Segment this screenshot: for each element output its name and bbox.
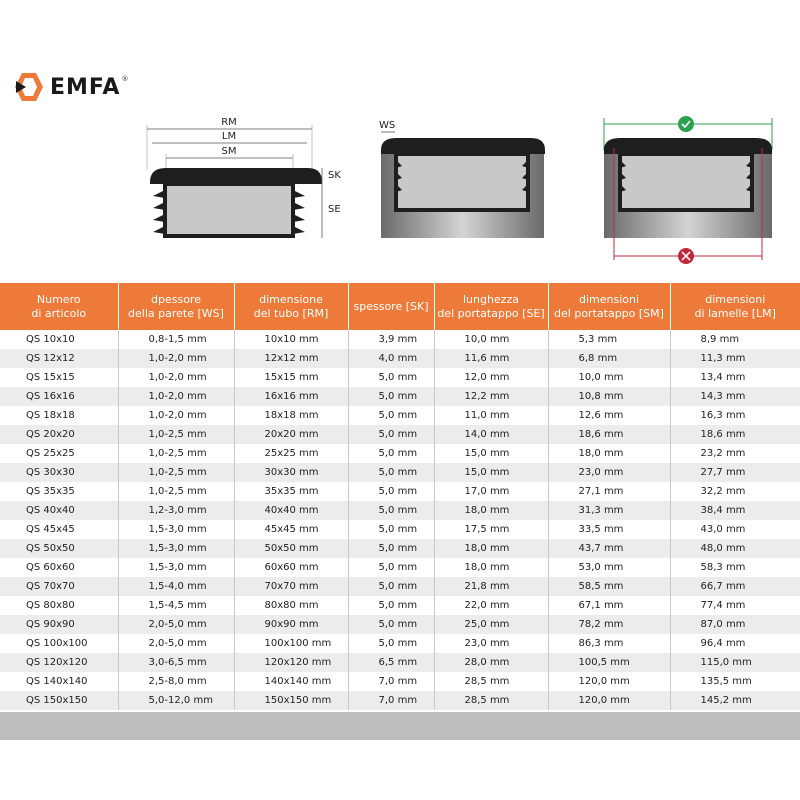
cell-length: 12,0 mm xyxy=(434,368,548,387)
cell-holder-size: 53,0 mm xyxy=(548,558,670,577)
table-row xyxy=(0,406,800,425)
cell-holder-size: 27,1 mm xyxy=(548,482,670,501)
cell-wall-thickness: 1,5-4,5 mm xyxy=(118,596,234,615)
cell-article-number: QS 150x150 xyxy=(0,691,118,710)
cell-length: 18,0 mm xyxy=(434,539,548,558)
cell-length: 10,0 mm xyxy=(434,330,548,349)
table-row xyxy=(0,425,800,444)
table-row xyxy=(0,444,800,463)
plug-dimension-diagram xyxy=(147,117,341,238)
cell-length: 21,8 mm xyxy=(434,577,548,596)
emfa-logo-icon xyxy=(12,71,46,103)
cell-tube-size: 25x25 mm xyxy=(234,444,348,463)
cell-tube-size: 20x20 mm xyxy=(234,425,348,444)
cell-thickness: 5,0 mm xyxy=(348,501,434,520)
cell-fin-size: 43,0 mm xyxy=(670,520,800,539)
cell-fin-size: 32,2 mm xyxy=(670,482,800,501)
cell-fin-size: 38,4 mm xyxy=(670,501,800,520)
cell-length: 28,5 mm xyxy=(434,672,548,691)
cell-wall-thickness: 1,0-2,0 mm xyxy=(118,368,234,387)
x-circle-icon xyxy=(678,248,694,264)
cell-holder-size: 23,0 mm xyxy=(548,463,670,482)
cell-article-number: QS 15x15 xyxy=(0,368,118,387)
table-row xyxy=(0,672,800,691)
cell-length: 11,0 mm xyxy=(434,406,548,425)
cell-thickness: 3,9 mm xyxy=(348,330,434,349)
cell-article-number: QS 16x16 xyxy=(0,387,118,406)
cell-holder-size: 120,0 mm xyxy=(548,691,670,710)
cell-fin-size: 13,4 mm xyxy=(670,368,800,387)
cell-wall-thickness: 2,0-5,0 mm xyxy=(118,634,234,653)
cell-tube-size: 50x50 mm xyxy=(234,539,348,558)
cell-wall-thickness: 2,5-8,0 mm xyxy=(118,672,234,691)
se-label: SE xyxy=(328,204,341,215)
table-row xyxy=(0,482,800,501)
cell-length: 11,6 mm xyxy=(434,349,548,368)
lm-label: LM xyxy=(221,131,237,142)
header-holder-size: dimensioni del portatappo [SM] xyxy=(548,283,670,330)
cell-holder-size: 100,5 mm xyxy=(548,653,670,672)
cell-fin-size: 135,5 mm xyxy=(670,672,800,691)
cell-tube-size: 35x35 mm xyxy=(234,482,348,501)
table-row xyxy=(0,596,800,615)
cell-article-number: QS 50x50 xyxy=(0,539,118,558)
cell-fin-size: 14,3 mm xyxy=(670,387,800,406)
cell-article-number: QS 20x20 xyxy=(0,425,118,444)
table-row xyxy=(0,520,800,539)
cell-article-number: QS 40x40 xyxy=(0,501,118,520)
cell-fin-size: 11,3 mm xyxy=(670,349,800,368)
cell-length: 22,0 mm xyxy=(434,596,548,615)
cell-holder-size: 5,3 mm xyxy=(548,330,670,349)
cell-tube-size: 18x18 mm xyxy=(234,406,348,425)
header-article-number: Numero di articolo xyxy=(0,283,118,330)
header-tube-size: dimensione del tubo [RM] xyxy=(234,283,348,330)
sm-label: SM xyxy=(221,146,237,157)
cell-thickness: 5,0 mm xyxy=(348,425,434,444)
cell-wall-thickness: 1,5-4,0 mm xyxy=(118,577,234,596)
table-row xyxy=(0,349,800,368)
cell-thickness: 5,0 mm xyxy=(348,482,434,501)
cell-thickness: 5,0 mm xyxy=(348,463,434,482)
cell-wall-thickness: 1,5-3,0 mm xyxy=(118,558,234,577)
cell-tube-size: 45x45 mm xyxy=(234,520,348,539)
cell-fin-size: 115,0 mm xyxy=(670,653,800,672)
cell-fin-size: 23,2 mm xyxy=(670,444,800,463)
cell-length: 28,0 mm xyxy=(434,653,548,672)
cell-article-number: QS 25x25 xyxy=(0,444,118,463)
cell-article-number: QS 90x90 xyxy=(0,615,118,634)
cell-wall-thickness: 1,0-2,5 mm xyxy=(118,463,234,482)
table-row xyxy=(0,463,800,482)
cell-holder-size: 31,3 mm xyxy=(548,501,670,520)
cell-wall-thickness: 1,0-2,0 mm xyxy=(118,406,234,425)
cell-length: 23,0 mm xyxy=(434,634,548,653)
cell-wall-thickness: 3,0-6,5 mm xyxy=(118,653,234,672)
cell-tube-size: 140x140 mm xyxy=(234,672,348,691)
cell-length: 15,0 mm xyxy=(434,463,548,482)
cell-article-number: QS 12x12 xyxy=(0,349,118,368)
measurement-diagram xyxy=(604,116,772,264)
cell-thickness: 5,0 mm xyxy=(348,368,434,387)
header-thickness: spessore [SK] xyxy=(348,283,434,330)
cell-length: 18,0 mm xyxy=(434,501,548,520)
cell-article-number: QS 18x18 xyxy=(0,406,118,425)
table-row xyxy=(0,577,800,596)
cell-tube-size: 120x120 mm xyxy=(234,653,348,672)
table-row xyxy=(0,653,800,672)
cell-tube-size: 30x30 mm xyxy=(234,463,348,482)
cell-length: 17,5 mm xyxy=(434,520,548,539)
cell-thickness: 5,0 mm xyxy=(348,634,434,653)
cell-thickness: 6,5 mm xyxy=(348,653,434,672)
header-length: lunghezza del portatappo [SE] xyxy=(434,283,548,330)
cell-article-number: QS 100x100 xyxy=(0,634,118,653)
table-row xyxy=(0,501,800,520)
cell-article-number: QS 80x80 xyxy=(0,596,118,615)
cell-holder-size: 43,7 mm xyxy=(548,539,670,558)
cell-thickness: 7,0 mm xyxy=(348,691,434,710)
cell-article-number: QS 35x35 xyxy=(0,482,118,501)
cell-fin-size: 18,6 mm xyxy=(670,425,800,444)
cell-tube-size: 150x150 mm xyxy=(234,691,348,710)
table-row xyxy=(0,368,800,387)
cell-thickness: 4,0 mm xyxy=(348,349,434,368)
rm-label: RM xyxy=(221,117,237,128)
cell-wall-thickness: 1,5-3,0 mm xyxy=(118,520,234,539)
cell-thickness: 5,0 mm xyxy=(348,596,434,615)
cell-wall-thickness: 1,5-3,0 mm xyxy=(118,539,234,558)
cell-holder-size: 33,5 mm xyxy=(548,520,670,539)
cell-fin-size: 96,4 mm xyxy=(670,634,800,653)
cell-length: 25,0 mm xyxy=(434,615,548,634)
cell-fin-size: 145,2 mm xyxy=(670,691,800,710)
cell-length: 28,5 mm xyxy=(434,691,548,710)
cell-article-number: QS 70x70 xyxy=(0,577,118,596)
cell-thickness: 5,0 mm xyxy=(348,615,434,634)
cell-article-number: QS 60x60 xyxy=(0,558,118,577)
cell-tube-size: 16x16 mm xyxy=(234,387,348,406)
cell-tube-size: 12x12 mm xyxy=(234,349,348,368)
cell-fin-size: 58,3 mm xyxy=(670,558,800,577)
cell-tube-size: 70x70 mm xyxy=(234,577,348,596)
table-header-row xyxy=(0,283,800,330)
cell-holder-size: 120,0 mm xyxy=(548,672,670,691)
cell-holder-size: 10,0 mm xyxy=(548,368,670,387)
cell-wall-thickness: 0,8-1,5 mm xyxy=(118,330,234,349)
cell-wall-thickness: 1,0-2,5 mm xyxy=(118,444,234,463)
cell-article-number: QS 120x120 xyxy=(0,653,118,672)
cell-length: 18,0 mm xyxy=(434,558,548,577)
table-row xyxy=(0,539,800,558)
cell-holder-size: 12,6 mm xyxy=(548,406,670,425)
cell-tube-size: 40x40 mm xyxy=(234,501,348,520)
cell-holder-size: 58,5 mm xyxy=(548,577,670,596)
cell-holder-size: 78,2 mm xyxy=(548,615,670,634)
table-row xyxy=(0,615,800,634)
cell-length: 15,0 mm xyxy=(434,444,548,463)
cell-tube-size: 15x15 mm xyxy=(234,368,348,387)
cell-fin-size: 77,4 mm xyxy=(670,596,800,615)
header-fin-size: dimensioni di lamelle [LM] xyxy=(670,283,800,330)
cell-fin-size: 48,0 mm xyxy=(670,539,800,558)
cell-length: 14,0 mm xyxy=(434,425,548,444)
table-row xyxy=(0,691,800,710)
cell-holder-size: 86,3 mm xyxy=(548,634,670,653)
table-row xyxy=(0,558,800,577)
brand-logo xyxy=(12,70,128,104)
cell-holder-size: 18,6 mm xyxy=(548,425,670,444)
cell-thickness: 5,0 mm xyxy=(348,520,434,539)
cell-tube-size: 10x10 mm xyxy=(234,330,348,349)
cell-tube-size: 100x100 mm xyxy=(234,634,348,653)
cell-article-number: QS 30x30 xyxy=(0,463,118,482)
dimension-table xyxy=(0,283,800,710)
cell-thickness: 5,0 mm xyxy=(348,406,434,425)
cell-length: 17,0 mm xyxy=(434,482,548,501)
cell-thickness: 5,0 mm xyxy=(348,577,434,596)
check-circle-icon xyxy=(678,116,694,132)
cell-wall-thickness: 1,2-3,0 mm xyxy=(118,501,234,520)
sk-label: SK xyxy=(328,170,341,181)
cell-holder-size: 18,0 mm xyxy=(548,444,670,463)
header-wall-thickness: dpessore della parete [WS] xyxy=(118,283,234,330)
footer-bar xyxy=(0,712,800,740)
cell-fin-size: 27,7 mm xyxy=(670,463,800,482)
table-row xyxy=(0,634,800,653)
brand-registered-mark: ® xyxy=(121,75,129,83)
cell-holder-size: 67,1 mm xyxy=(548,596,670,615)
cell-wall-thickness: 5,0-12,0 mm xyxy=(118,691,234,710)
wall-thickness-diagram xyxy=(379,120,545,238)
ws-label: WS xyxy=(379,120,396,131)
cell-article-number: QS 140x140 xyxy=(0,672,118,691)
cell-thickness: 5,0 mm xyxy=(348,444,434,463)
cell-holder-size: 10,8 mm xyxy=(548,387,670,406)
cell-wall-thickness: 2,0-5,0 mm xyxy=(118,615,234,634)
cell-article-number: QS 45x45 xyxy=(0,520,118,539)
brand-name: EMFA xyxy=(50,74,121,100)
cell-fin-size: 8,9 mm xyxy=(670,330,800,349)
cell-fin-size: 66,7 mm xyxy=(670,577,800,596)
table-row xyxy=(0,330,800,349)
cell-article-number: QS 10x10 xyxy=(0,330,118,349)
cell-thickness: 7,0 mm xyxy=(348,672,434,691)
cell-fin-size: 87,0 mm xyxy=(670,615,800,634)
cell-thickness: 5,0 mm xyxy=(348,387,434,406)
cell-thickness: 5,0 mm xyxy=(348,558,434,577)
cell-thickness: 5,0 mm xyxy=(348,539,434,558)
cell-tube-size: 80x80 mm xyxy=(234,596,348,615)
cell-wall-thickness: 1,0-2,0 mm xyxy=(118,387,234,406)
cell-length: 12,2 mm xyxy=(434,387,548,406)
cell-tube-size: 90x90 mm xyxy=(234,615,348,634)
cell-fin-size: 16,3 mm xyxy=(670,406,800,425)
cell-holder-size: 6,8 mm xyxy=(548,349,670,368)
cell-wall-thickness: 1,0-2,5 mm xyxy=(118,425,234,444)
technical-diagrams xyxy=(0,110,800,270)
table-row xyxy=(0,387,800,406)
cell-wall-thickness: 1,0-2,0 mm xyxy=(118,349,234,368)
cell-wall-thickness: 1,0-2,5 mm xyxy=(118,482,234,501)
cell-tube-size: 60x60 mm xyxy=(234,558,348,577)
